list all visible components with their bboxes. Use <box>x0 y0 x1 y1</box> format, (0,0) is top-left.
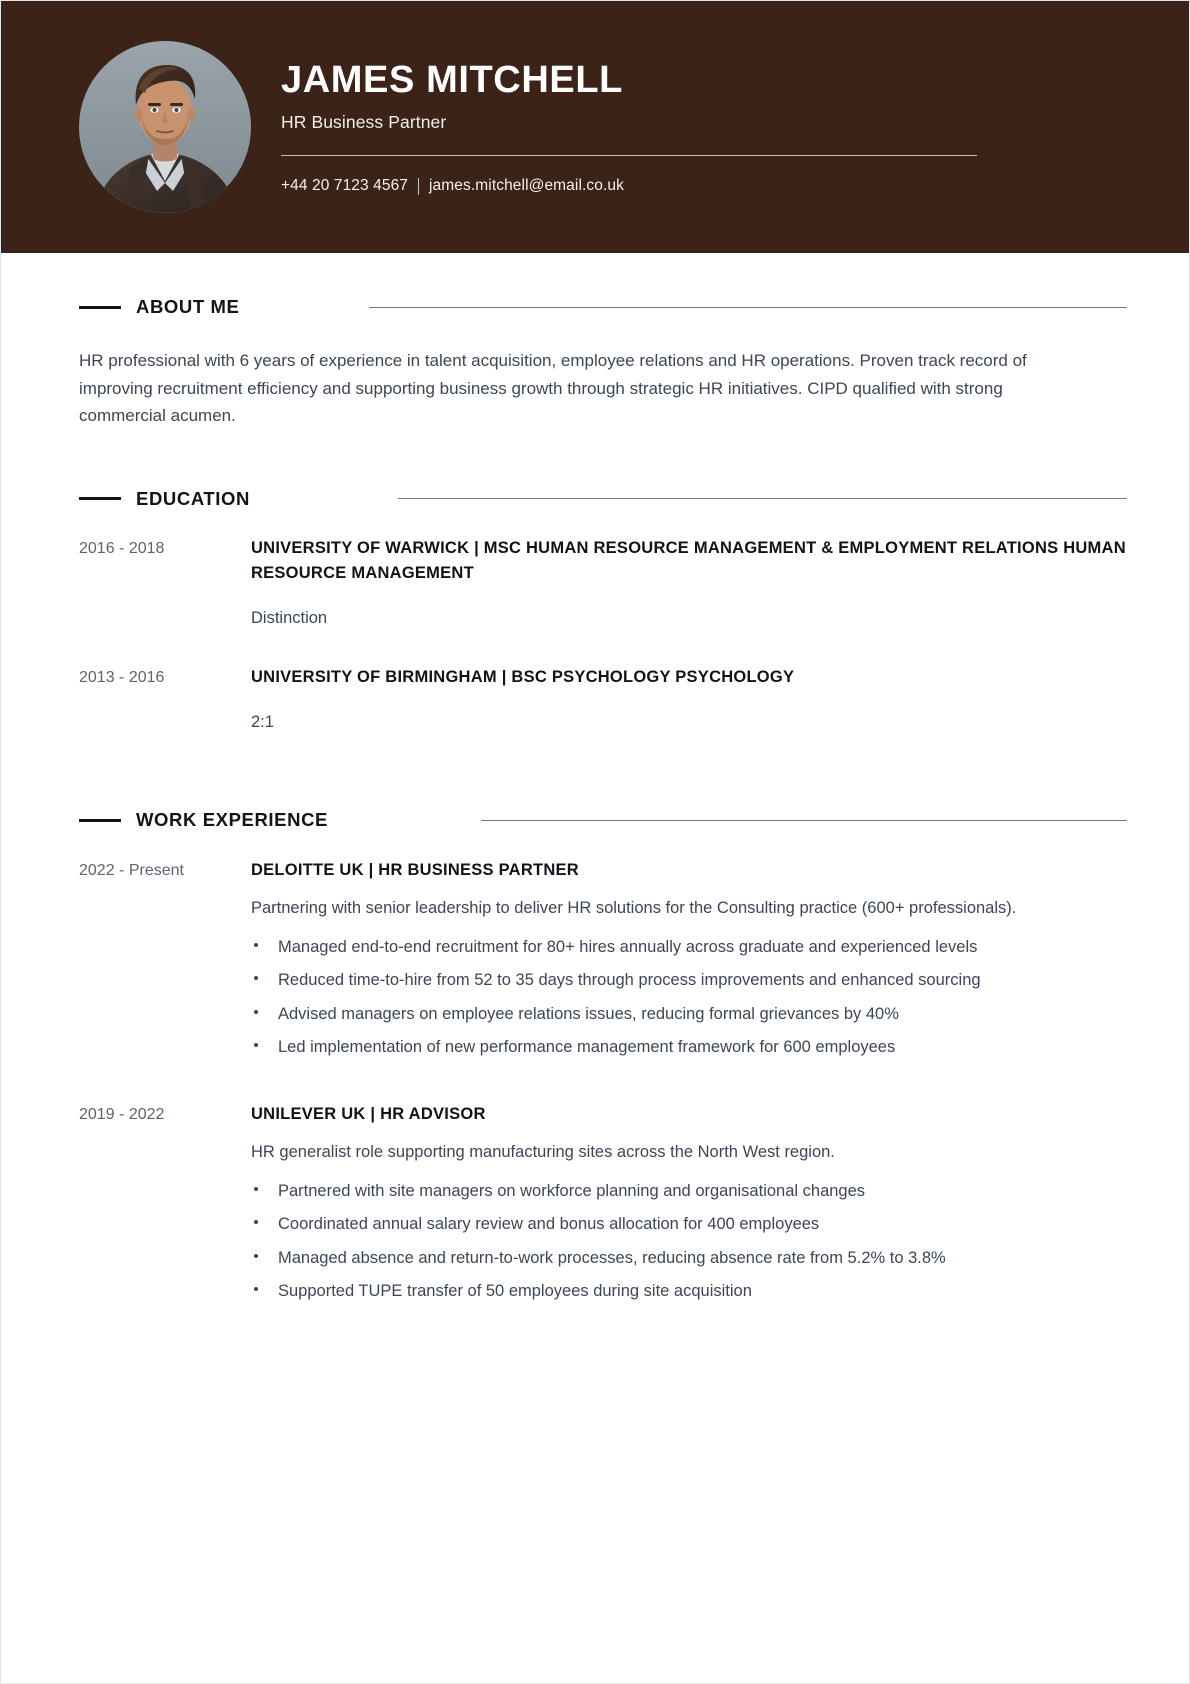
education-grade: 2:1 <box>251 712 274 731</box>
bullet-text: Managed end-to-end recruitment for 80+ hires annually across graduate and experienced levels <box>278 937 978 956</box>
section-rule <box>369 307 1127 308</box>
bullet-icon <box>254 1220 258 1224</box>
section-header <box>79 808 1127 832</box>
bullet-icon <box>254 1010 258 1014</box>
education-title: UNIVERSITY OF WARWICK | MSC HUMAN RESOURCE MANAGEMENT & EMPLOYMENT RELATIONS HUMAN RESOURCE MANAGEMENT <box>251 538 1126 582</box>
contact-separator <box>418 178 419 195</box>
bullet-icon <box>254 1287 258 1291</box>
section-work-experience <box>79 808 1127 1304</box>
work-entry-body <box>251 858 1127 1060</box>
work-dates: 2022 - Present <box>79 862 184 880</box>
section-rule <box>481 820 1127 821</box>
bullet-icon <box>254 1187 258 1191</box>
list-item <box>251 1178 1041 1204</box>
section-title-about: ABOUT ME <box>136 296 240 317</box>
section-title-work: WORK EXPERIENCE <box>136 809 328 831</box>
section-education <box>79 487 1127 735</box>
bullet-text: Advised managers on employee relations issues, reducing formal grievances by 40% <box>278 1004 899 1023</box>
list-item <box>251 1278 1041 1304</box>
bullet-text: Reduced time-to-hire from 52 to 35 days through process improvements and enhanced sourcing <box>278 971 981 990</box>
bullet-text: Supported TUPE transfer of 50 employees during site acquisition <box>278 1282 752 1300</box>
work-entry-body <box>251 1102 1127 1304</box>
bullet-icon <box>254 943 258 947</box>
bullet-icon <box>254 976 258 980</box>
list-item <box>251 934 1041 960</box>
education-entry-body <box>251 536 1127 631</box>
section-header <box>79 295 1127 319</box>
work-bullet-list <box>251 934 1041 1061</box>
work-title: DELOITTE UK | HR BUSINESS PARTNER <box>251 861 579 880</box>
page-title: JAMES MITCHELL <box>281 58 623 101</box>
header-divider <box>281 155 977 156</box>
bullet-icon <box>254 1043 258 1047</box>
about-me-text: HR professional with 6 years of experience in talent acquisition, employee relations and HR operations. Proven track record of improving recruitment efficiency and supporting business growth through strategic HR initiatives. CIPD qualified with strong commercial acumen. <box>79 351 1027 426</box>
list-item <box>251 1245 1041 1271</box>
bullet-text: Managed absence and return-to-work processes, reducing absence rate from 5.2% to 3.8% <box>278 1248 946 1267</box>
work-entry <box>79 1102 1127 1304</box>
education-title: UNIVERSITY OF BIRMINGHAM | BSC PSYCHOLOGY PSYCHOLOGY <box>251 667 795 686</box>
work-description: HR generalist role supporting manufacturing sites across the North West region. <box>251 1143 835 1162</box>
avatar <box>79 41 251 213</box>
education-dates: 2013 - 2016 <box>79 668 165 686</box>
list-item <box>251 1034 1041 1060</box>
section-about-me <box>79 295 1127 430</box>
email-address[interactable]: james.mitchell@email.co.uk <box>429 177 624 195</box>
phone-number[interactable]: +44 20 7123 4567 <box>281 177 409 195</box>
bullet-text: Coordinated annual salary review and bonus allocation for 400 employees <box>278 1215 820 1234</box>
education-entry <box>79 536 1127 631</box>
section-dash-icon <box>79 306 121 309</box>
work-dates: 2019 - 2022 <box>79 1106 165 1124</box>
list-item <box>251 1001 1041 1027</box>
bullet-text: Partnered with site managers on workforce planning and organisational changes <box>278 1181 866 1200</box>
section-dash-icon <box>79 497 121 500</box>
work-entry <box>79 858 1127 1060</box>
bullet-text: Led implementation of new performance management framework for 600 employees <box>278 1037 896 1056</box>
list-item <box>251 967 1041 993</box>
header-text-block <box>281 59 1051 196</box>
education-grade: Distinction <box>251 608 328 627</box>
education-entry-body <box>251 665 1127 735</box>
section-title-education: EDUCATION <box>136 487 250 509</box>
work-description: Partnering with senior leadership to deliver HR solutions for the Consulting practice (600+ professionals). <box>251 899 1017 918</box>
resume-body <box>1 295 1189 1304</box>
bullet-icon <box>254 1254 258 1258</box>
work-bullet-list <box>251 1178 1041 1305</box>
section-dash-icon <box>79 819 121 822</box>
list-item <box>251 1211 1041 1237</box>
education-dates: 2016 - 2018 <box>79 539 165 557</box>
education-entry <box>79 665 1127 735</box>
section-header <box>79 487 1127 511</box>
job-title: HR Business Partner <box>281 112 447 133</box>
work-title: UNILEVER UK | HR ADVISOR <box>251 1105 486 1124</box>
contact-line <box>281 177 1051 195</box>
resume-header <box>1 1 1189 253</box>
section-rule <box>398 498 1127 499</box>
